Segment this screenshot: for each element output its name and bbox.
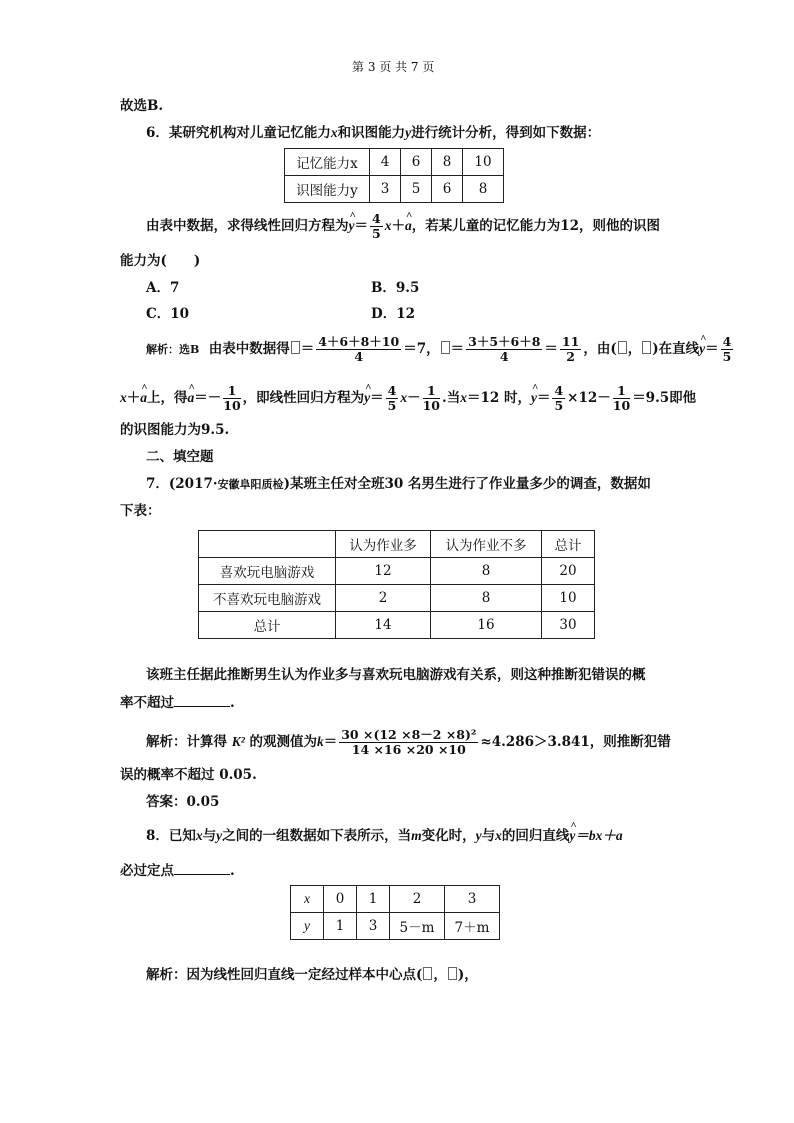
solution-8-line1: 解析：因为线性回归直线一定经过样本中心点( ， )，	[146, 967, 478, 983]
option-a: A．7	[146, 280, 180, 296]
question-6-stem: 6．某研究机构对儿童记忆能力x和识图能力y进行统计分析，得到如下数据：	[146, 125, 601, 141]
page-indicator: 第 3 页 共 7 页	[352, 60, 435, 74]
solution-7-line1: 解析：计算得 K² 的观测值为k＝ $\frac{\text{30 ×(12 ×8－2 ×8)²}}{14 \times 16 \times 20 \times 10}$ ≈4.286＞3.841，则推断犯错	[146, 727, 671, 757]
table-cell: 1	[357, 886, 390, 913]
table-cell: 0	[324, 886, 357, 913]
table-cell: 20	[542, 558, 595, 585]
table-q8	[290, 885, 500, 940]
solution-6-line1: 解析：选B 由表中数据得 ＝ $\frac{4+6+8+10}{4}$ ＝7， ＝ $\frac{3+5+6+8}{4}$ ＝ $\frac{11}{2}$ ，由( ， )在直线^ y＝ $\frac{4}{5}$	[146, 335, 735, 364]
question-8-stem: 8．已知x与y之间的一组数据如下表所示，当m变化时，y与x的回归直线^ y＝bx＋a	[146, 827, 623, 845]
table-cell: 30	[542, 612, 595, 639]
table-row	[285, 149, 504, 176]
question-7-text: 该班主任据此推断男生认为作业多与喜欢玩电脑游戏有关系，则这种推断犯错误的概	[146, 667, 646, 683]
question-8-stem: 必过定点 .	[120, 863, 235, 879]
table-row	[199, 558, 595, 585]
question-6-text: 能力为( )	[120, 253, 201, 269]
table-row	[199, 585, 595, 612]
table-cell: 3	[357, 913, 390, 940]
table-q7	[198, 530, 595, 639]
table-cell: 8	[432, 149, 463, 176]
table-cell: 认为作业不多	[431, 531, 542, 558]
option-d: D．12	[371, 306, 415, 322]
table-cell: 喜欢玩电脑游戏	[199, 558, 336, 585]
question-7-stem: 下表：	[120, 503, 161, 519]
answer-blank	[174, 694, 230, 707]
option-b: B．9.5	[371, 280, 420, 296]
option-c: C．10	[146, 306, 190, 322]
table-cell: 认为作业多	[336, 531, 431, 558]
table-row	[199, 531, 595, 558]
answer-7: 答案：0.05	[146, 794, 220, 810]
table-row	[285, 176, 504, 203]
text-line: 故选B.	[120, 98, 164, 114]
table-cell: 8	[431, 558, 542, 585]
table-cell: 记忆能力x	[285, 149, 370, 176]
table-cell: 不喜欢玩电脑游戏	[199, 585, 336, 612]
table-cell: 5	[401, 176, 432, 203]
table-cell: 1	[324, 913, 357, 940]
table-cell: 14	[336, 612, 431, 639]
question-7-text: 率不超过 .	[120, 695, 235, 711]
table-q6	[284, 148, 504, 203]
table-row	[291, 913, 500, 940]
table-cell: 识图能力y	[285, 176, 370, 203]
table-cell: 2	[336, 585, 431, 612]
table-cell: 8	[463, 176, 504, 203]
table-cell: 10	[542, 585, 595, 612]
table-cell: 6	[401, 149, 432, 176]
question-6-text: 由表中数据，求得线性回归方程为^ y＝ $\frac{4}{5}$ x＋^ a，若某儿童的记忆能力为12，则他的识图	[146, 212, 660, 241]
table-cell: 3	[370, 176, 401, 203]
table-cell: 5－m	[390, 913, 445, 940]
answer-blank	[174, 862, 230, 875]
solution-6-line3: 的识图能力为9.5.	[120, 422, 230, 438]
question-7-stem: 7．(2017·安徽阜阳质检)某班主任对全班30 名男生进行了作业量多少的调查，数据如	[146, 476, 651, 492]
table-cell: 2	[390, 886, 445, 913]
section-heading: 二、填空题	[146, 449, 214, 465]
table-row	[199, 612, 595, 639]
table-cell: 10	[463, 149, 504, 176]
table-cell: 8	[431, 585, 542, 612]
table-cell	[199, 531, 336, 558]
table-cell: 总计	[542, 531, 595, 558]
table-cell: 3	[445, 886, 500, 913]
solution-6-line2: x＋^ a上，得^ a＝－ $\frac{1}{10}$ ，即线性回归方程为^ y＝ $\frac{4}{5}$ x－ $\frac{1}{10}$ .当x＝12 时，^ y＝ $\frac{4}{5}$ ×12－ $\frac{1}{10}$ ＝9.5即他	[120, 384, 696, 413]
table-cell: 12	[336, 558, 431, 585]
table-cell: x	[291, 886, 324, 913]
table-cell: 4	[370, 149, 401, 176]
table-cell: 6	[432, 176, 463, 203]
solution-7-line2: 误的概率不超过 0.05.	[120, 767, 257, 783]
table-cell: 总计	[199, 612, 336, 639]
table-cell: 7＋m	[445, 913, 500, 940]
table-cell: 16	[431, 612, 542, 639]
table-row	[291, 886, 500, 913]
table-cell: y	[291, 913, 324, 940]
